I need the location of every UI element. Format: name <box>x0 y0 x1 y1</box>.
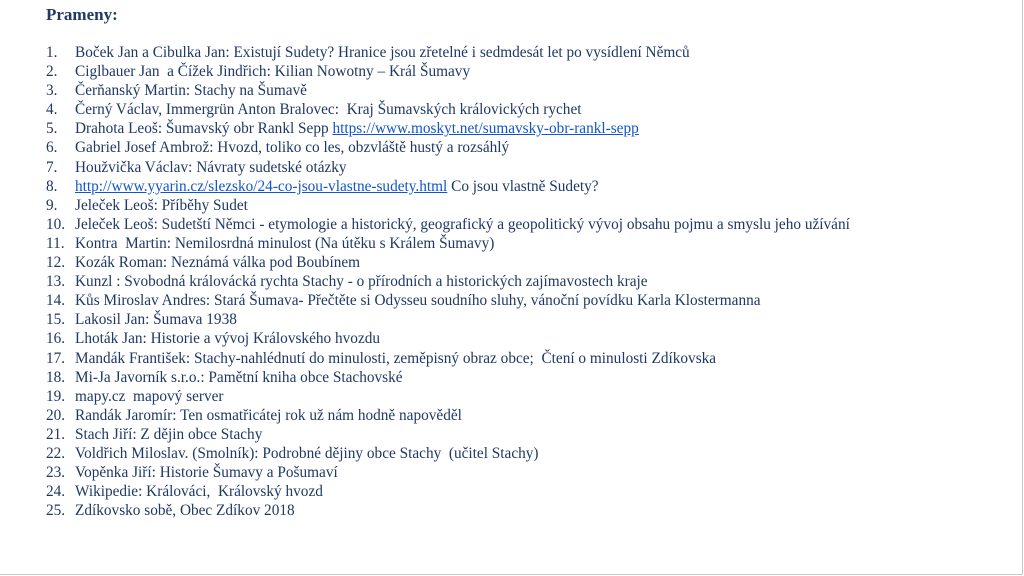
item-text <box>75 463 338 482</box>
item-text-before-link: Čerňanský Martin: Stachy na Šumavě <box>75 82 307 100</box>
source-item <box>46 196 1006 215</box>
item-text-before-link: Mandák František: Stachy-nahlédnutí do minulosti, zeměpisný obraz obce; Čtení o minulosti Zdíkovska <box>75 349 717 367</box>
source-item <box>46 482 1006 501</box>
source-list <box>46 43 1006 520</box>
item-text <box>75 406 462 425</box>
item-number: 22. <box>46 444 66 462</box>
item-number: 7. <box>46 158 58 176</box>
item-text <box>75 158 347 177</box>
item-text-before-link: Černý Václav, Immergrün Anton Bralovec: Kraj Šumavských královických rychet <box>75 101 582 119</box>
item-number: 16. <box>46 330 66 348</box>
item-number: 5. <box>46 120 58 138</box>
item-text-before-link: Kozák Roman: Neznámá válka pod Boubínem <box>75 254 361 272</box>
item-text <box>75 234 494 253</box>
item-text-before-link: Zdíkovsko sobě, Obec Zdíkov 2018 <box>75 502 295 520</box>
item-number: 11. <box>46 234 65 252</box>
source-item <box>46 177 1006 196</box>
item-text-before-link: Boček Jan a Cibulka Jan: Existují Sudety? Hranice jsou zřetelné i sedmdesát let po vysídlení Němců <box>75 44 690 61</box>
item-text <box>75 138 509 157</box>
item-text <box>75 81 307 100</box>
item-text-before-link: Drahota Leoš: Šumavský obr Rankl Sepp <box>75 120 333 138</box>
item-text-before-link: Gabriel Josef Ambrož: Hvozd, toliko co les, obzvláště hustý a rozsáhlý <box>75 139 510 157</box>
item-number: 3. <box>46 82 58 100</box>
item-text <box>75 177 599 196</box>
item-text-before-link: Jeleček Leoš: Příběhy Sudet <box>75 196 248 214</box>
item-text <box>75 215 850 234</box>
item-text <box>75 100 582 119</box>
source-item <box>46 215 1006 234</box>
item-text-before-link: Jeleček Leoš: Sudetští Němci - etymologie a historický, geografický a geopolitický vývoj obsahu pojmu a smyslu jeho užívání <box>75 215 850 233</box>
item-text <box>75 329 380 348</box>
item-text-before-link: Kontra Martin: Nemilosrdná minulost (Na útěku s Králem Šumavy) <box>75 234 495 252</box>
item-number: 9. <box>46 196 58 214</box>
item-text <box>75 62 470 81</box>
item-text <box>75 196 248 215</box>
item-text-before-link: Lakosil Jan: Šumava 1938 <box>75 311 237 329</box>
item-text <box>75 310 237 329</box>
item-number: 24. <box>46 483 66 501</box>
item-number: 18. <box>46 368 66 386</box>
source-item <box>46 329 1006 348</box>
item-text <box>75 387 224 406</box>
item-text-before-link: Randák Jaromír: Ten osmatřicátej rok už nám hodně napověděl <box>75 406 462 424</box>
item-text-before-link: mapy.cz mapový server <box>75 387 224 405</box>
item-text <box>75 43 690 62</box>
item-number: 25. <box>46 502 66 520</box>
source-item <box>46 368 1006 387</box>
item-number: 13. <box>46 273 66 291</box>
item-number: 8. <box>46 177 58 195</box>
source-item <box>46 119 1006 138</box>
item-number: 6. <box>46 139 58 157</box>
source-item <box>46 463 1006 482</box>
item-text <box>75 272 648 291</box>
source-item <box>46 81 1006 100</box>
item-number: 23. <box>46 464 66 482</box>
item-text-before-link: Lhoták Jan: Historie a vývoj Královského hvozdu <box>75 330 381 348</box>
item-number: 15. <box>46 311 66 329</box>
source-item <box>46 444 1006 463</box>
source-item <box>46 158 1006 177</box>
item-number: 1. <box>46 44 58 61</box>
source-item <box>46 291 1006 310</box>
item-text <box>75 349 716 368</box>
source-item <box>46 349 1006 368</box>
source-item <box>46 253 1006 272</box>
item-number: 4. <box>46 101 58 119</box>
source-link[interactable]: https://www.moskyt.net/sumavsky-obr-rankl-sepp <box>332 120 639 138</box>
item-number: 17. <box>46 349 66 367</box>
item-number: 21. <box>46 425 66 443</box>
slide-heading: Prameny: <box>46 5 118 24</box>
source-item <box>46 43 1006 62</box>
item-text-before-link: Voldřich Miloslav. (Smolník): Podrobné dějiny obce Stachy (učitel Stachy) <box>75 444 539 462</box>
item-text-before-link: Vopěnka Jiří: Historie Šumavy a Pošumaví <box>75 464 338 482</box>
item-number: 20. <box>46 406 66 424</box>
item-text <box>75 501 295 520</box>
source-link[interactable]: http://www.yyarin.cz/slezsko/24-co-jsou-vlastne-sudety.html <box>75 177 448 195</box>
item-text <box>75 482 323 501</box>
item-text-before-link: Kůs Miroslav Andres: Stará Šumava- Přečtěte si Odysseu soudního sluhy, vánoční povídku Karla Klostermanna <box>75 292 761 310</box>
source-item <box>46 406 1006 425</box>
item-text <box>75 119 639 138</box>
source-item <box>46 272 1006 291</box>
item-number: 10. <box>46 215 66 233</box>
item-text-before-link: Mi-Ja Javorník s.r.o.: Pamětní kniha obce Stachovské <box>75 368 403 386</box>
source-item <box>46 138 1006 157</box>
item-number: 14. <box>46 292 66 310</box>
item-text <box>75 444 539 463</box>
item-number: 19. <box>46 387 66 405</box>
item-text <box>75 425 262 444</box>
source-item <box>46 62 1006 81</box>
item-text-before-link: Wikipedie: Králováci, Královský hvozd <box>75 483 323 501</box>
item-text <box>75 368 403 387</box>
item-text-before-link: Ciglbauer Jan a Čížek Jindřich: Kilian Nowotny – Král Šumavy <box>75 63 471 81</box>
item-text-before-link: Kunzl : Svobodná královácká rychta Stachy - o přírodních a historických zajímavostech kraje <box>75 273 648 291</box>
item-text <box>75 291 761 310</box>
item-number: 12. <box>46 254 66 272</box>
item-text <box>75 253 360 272</box>
source-item <box>46 234 1006 253</box>
source-item <box>46 100 1006 119</box>
item-number: 2. <box>46 63 58 81</box>
source-item <box>46 501 1006 520</box>
source-item <box>46 387 1006 406</box>
item-text-before-link: Houžvička Václav: Návraty sudetské otázky <box>75 158 347 176</box>
source-item <box>46 425 1006 444</box>
source-item <box>46 310 1006 329</box>
item-text-after-link: Co jsou vlastně Sudety? <box>447 177 599 195</box>
item-text-before-link: Stach Jiří: Z dějin obce Stachy <box>75 425 263 443</box>
